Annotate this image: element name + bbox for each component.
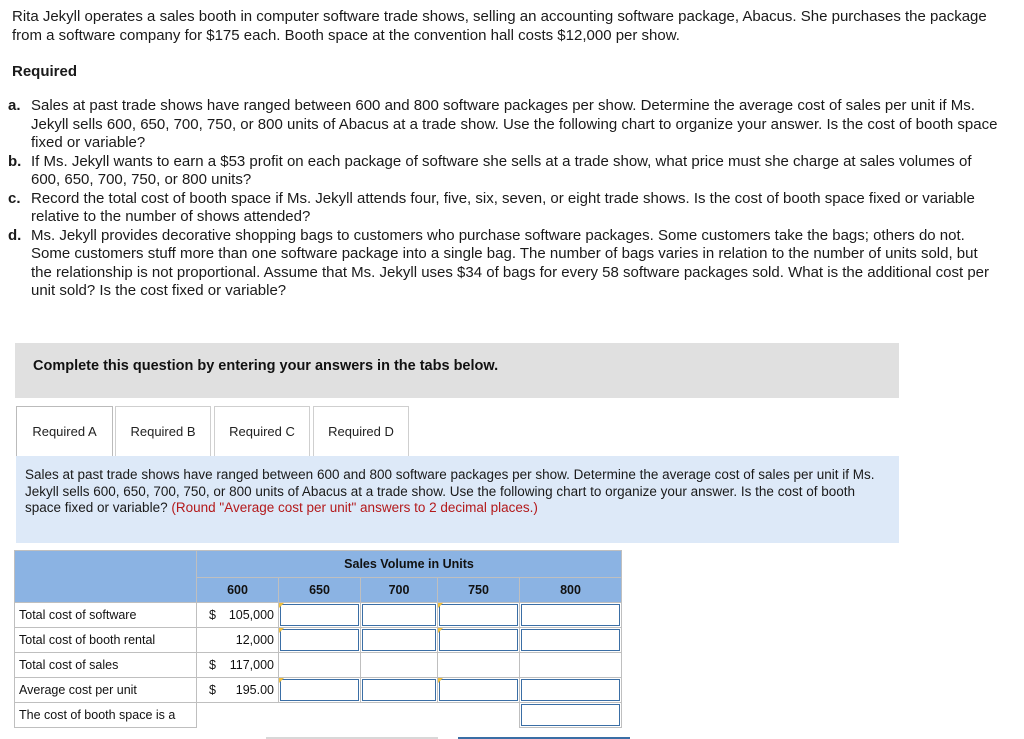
- value-cell: [197, 678, 279, 703]
- question-letter: b.: [8, 152, 22, 170]
- row-label: Total cost of software: [15, 603, 197, 628]
- table-row: [15, 628, 622, 653]
- empty-cell: [438, 653, 520, 678]
- tab-required-c[interactable]: Required C: [214, 406, 310, 456]
- column-header: 750: [438, 578, 520, 603]
- booth-cost-select[interactable]: [520, 703, 622, 728]
- answer-input[interactable]: [520, 603, 622, 628]
- value-cell: [197, 653, 279, 678]
- currency-symbol: $: [209, 683, 216, 697]
- cost-table: [14, 550, 622, 728]
- table-row: [15, 703, 622, 728]
- group-header: Sales Volume in Units: [197, 551, 622, 578]
- table-corner-header: [15, 551, 197, 603]
- value-cell: [197, 628, 279, 653]
- question-list: [8, 97, 998, 301]
- column-header: 650: [279, 578, 361, 603]
- tab-required-a[interactable]: Required A: [16, 406, 113, 456]
- row-label: Average cost per unit: [15, 678, 197, 703]
- value-cell: [197, 603, 279, 628]
- tab-prompt-text: Sales at past trade shows have ranged between 600 and 800 software packages per show. Determine the average cost of sales per unit if Ms. Jekyll sells 600, 650, 700, 750, or 800 units of Abacus at a trade show. Use the following chart to organize your answer. Is the cost of booth space fixed or variable?: [25, 467, 875, 516]
- question-item: [8, 97, 998, 153]
- question-letter: d.: [8, 226, 22, 244]
- tab-required-d[interactable]: Required D: [313, 406, 409, 456]
- tab-required-b[interactable]: Required B: [115, 406, 211, 456]
- question-text: Ms. Jekyll provides decorative shopping bags to customers who purchase software packages. Some customers take the bags; others do not. Some customers stuff more than one software package into a single bag. The number of bags varies in relation to the number of units sold, but the relationship is not proportional. Assume that Ms. Jekyll uses $34 of bags for every 58 software packages sold. What is the additional cost per unit sold? Is the cost fixed or variable?: [31, 226, 990, 299]
- question-text: Record the total cost of booth space if Ms. Jekyll attends four, five, six, seven, or eight trade shows. Is the cost of booth space fixed or variable relative to the number of shows attended?: [31, 189, 975, 225]
- answer-input[interactable]: [520, 678, 622, 703]
- row-label: Total cost of sales: [15, 653, 197, 678]
- question-letter: c.: [8, 189, 21, 207]
- question-item: [8, 153, 998, 190]
- answer-input[interactable]: [279, 603, 361, 628]
- column-header: 600: [197, 578, 279, 603]
- instructions-text: Complete this question by entering your answers in the tabs below.: [33, 358, 499, 374]
- table-row: [15, 653, 622, 678]
- answer-input[interactable]: [279, 628, 361, 653]
- empty-cell: [279, 653, 361, 678]
- answer-input[interactable]: [361, 678, 438, 703]
- empty-cell: [361, 703, 438, 728]
- instructions-banner: [15, 343, 899, 398]
- currency-symbol: $: [209, 658, 216, 672]
- table-row: [15, 603, 622, 628]
- answer-input[interactable]: [361, 603, 438, 628]
- question-text: If Ms. Jekyll wants to earn a $53 profit on each package of software she sells at a trade show, what price must she charge at sales volumes of 600, 650, 700, 750, or 800 units?: [31, 152, 972, 188]
- empty-cell: [438, 703, 520, 728]
- answer-input[interactable]: [438, 603, 520, 628]
- currency-symbol: $: [209, 608, 216, 622]
- answer-input[interactable]: [279, 678, 361, 703]
- tab-prompt: [16, 456, 899, 543]
- question-letter: a.: [8, 97, 21, 114]
- empty-cell: [520, 653, 622, 678]
- empty-cell: [279, 703, 361, 728]
- cell-value: 195.00: [235, 683, 274, 697]
- question-item: [8, 227, 998, 301]
- question-text: Sales at past trade shows have ranged between 600 and 800 software packages per show. Determine the average cost of sales per unit if Ms. Jekyll sells 600, 650, 700, 750, or 800 units of Abacus at a trade show. Use the following chart to organize your answer. Is the cost of booth space fixed or variable?: [31, 97, 998, 151]
- table-row: [15, 678, 622, 703]
- rounding-note: (Round "Average cost per unit" answers to 2 decimal places.): [171, 500, 538, 516]
- answer-input[interactable]: [438, 678, 520, 703]
- problem-intro: Rita Jekyll operates a sales booth in computer software trade shows, selling an accounting software package, Abacus. She purchases the package from a software company for $175 each. Booth space at the convention hall costs $12,000 per show.: [12, 8, 987, 44]
- cell-value: 12,000: [235, 633, 274, 647]
- cell-value: 117,000: [229, 658, 274, 672]
- answer-input[interactable]: [438, 628, 520, 653]
- row-label: The cost of booth space is a: [15, 703, 197, 728]
- column-header: 700: [361, 578, 438, 603]
- empty-cell: [361, 653, 438, 678]
- required-heading: Required: [12, 63, 78, 80]
- column-header: 800: [520, 578, 622, 603]
- empty-cell: [197, 703, 279, 728]
- answer-input[interactable]: [361, 628, 438, 653]
- row-label: Total cost of booth rental: [15, 628, 197, 653]
- question-item: [8, 190, 998, 227]
- answer-input[interactable]: [520, 628, 622, 653]
- cell-value: 105,000: [228, 608, 274, 622]
